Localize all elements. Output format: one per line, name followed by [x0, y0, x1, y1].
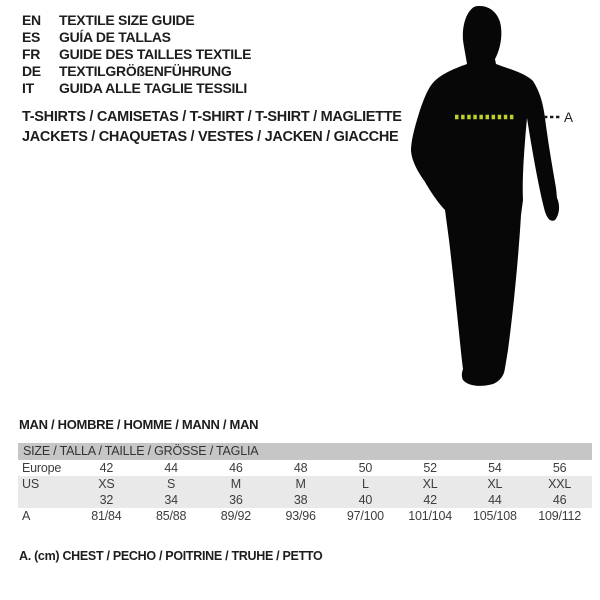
size-cell: 89/92: [220, 509, 252, 523]
size-cell: 48: [293, 461, 308, 475]
language-row-it: [22, 79, 251, 96]
size-cell: 44: [164, 461, 178, 475]
size-cell: 81/84: [91, 509, 122, 523]
size-cell: 50: [358, 461, 373, 475]
size-cell: 109/112: [538, 509, 582, 523]
man-figure: [405, 0, 600, 400]
size-cell: 93/96: [285, 509, 316, 523]
size-cell: M: [295, 477, 306, 491]
size-cell: 42: [423, 493, 437, 507]
language-code: ES: [22, 28, 41, 45]
size-cell: XS: [98, 477, 115, 491]
gender-heading: MAN / HOMBRE / HOMME / MANN / MAN: [19, 417, 259, 432]
table-row-uk: [18, 492, 592, 508]
size-cell: 36: [229, 493, 243, 507]
size-cell: 52: [423, 461, 437, 475]
size-cell: XL: [487, 477, 503, 491]
language-row-de: [22, 62, 251, 79]
man-silhouette: [411, 6, 559, 386]
row-label: US: [22, 477, 39, 491]
size-cell: XXL: [548, 477, 572, 491]
category-jackets: JACKETS / CHAQUETAS / VESTES / JACKEN / GIACCHE: [22, 129, 399, 145]
table-row-europe: [18, 460, 592, 476]
size-cell: S: [167, 477, 176, 491]
size-cell: L: [361, 477, 369, 491]
measurement-footnote: A. (cm) CHEST / PECHO / POITRINE / TRUHE / PETTO: [19, 549, 323, 563]
man-silhouette-svg: [405, 0, 600, 400]
size-cell: 44: [488, 493, 502, 507]
garment-categories: [22, 107, 402, 147]
size-table: [18, 443, 592, 524]
language-code: DE: [22, 62, 41, 79]
size-cell: 46: [229, 461, 243, 475]
language-row-en: [22, 11, 251, 28]
language-label: TEXTILGRÖßENFÜHRUNG: [59, 62, 232, 79]
size-cell: 42: [99, 461, 114, 475]
size-cell: M: [230, 477, 241, 491]
size-cell: 46: [552, 493, 567, 507]
language-code: IT: [22, 79, 34, 96]
measure-label-a: A: [564, 110, 574, 125]
row-label: Europe: [22, 461, 62, 475]
language-label: GUIDE DES TAILLES TEXTILE: [59, 45, 252, 62]
size-table-header: SIZE / TALLA / TAILLE / GRÖSSE / TAGLIA: [18, 443, 592, 460]
size-cell: 34: [164, 493, 178, 507]
row-label: A: [22, 509, 31, 523]
language-code: FR: [22, 45, 41, 62]
size-cell: 101/104: [408, 509, 453, 523]
size-cell: 32: [99, 493, 114, 507]
size-cell: 54: [488, 461, 502, 475]
table-row-us: [18, 476, 592, 492]
size-cell: 38: [293, 493, 308, 507]
size-cell: 97/100: [346, 509, 384, 523]
language-row-es: [22, 28, 251, 45]
size-cell: 85/88: [155, 509, 187, 523]
language-label: GUÍA DE TALLAS: [59, 28, 171, 45]
language-code: EN: [22, 11, 41, 28]
table-row-chest: [18, 508, 592, 524]
language-label: GUIDA ALLE TAGLIE TESSILI: [59, 79, 247, 96]
size-cell: XL: [422, 477, 438, 491]
language-list: [22, 11, 251, 96]
size-cell: 56: [552, 461, 567, 475]
size-cell: 105/108: [472, 509, 517, 523]
language-row-fr: [22, 45, 251, 62]
size-cell: 40: [358, 493, 373, 507]
language-label: TEXTILE SIZE GUIDE: [59, 11, 195, 28]
category-tshirts: T-SHIRTS / CAMISETAS / T-SHIRT / T-SHIRT / MAGLIETTE: [22, 109, 402, 125]
